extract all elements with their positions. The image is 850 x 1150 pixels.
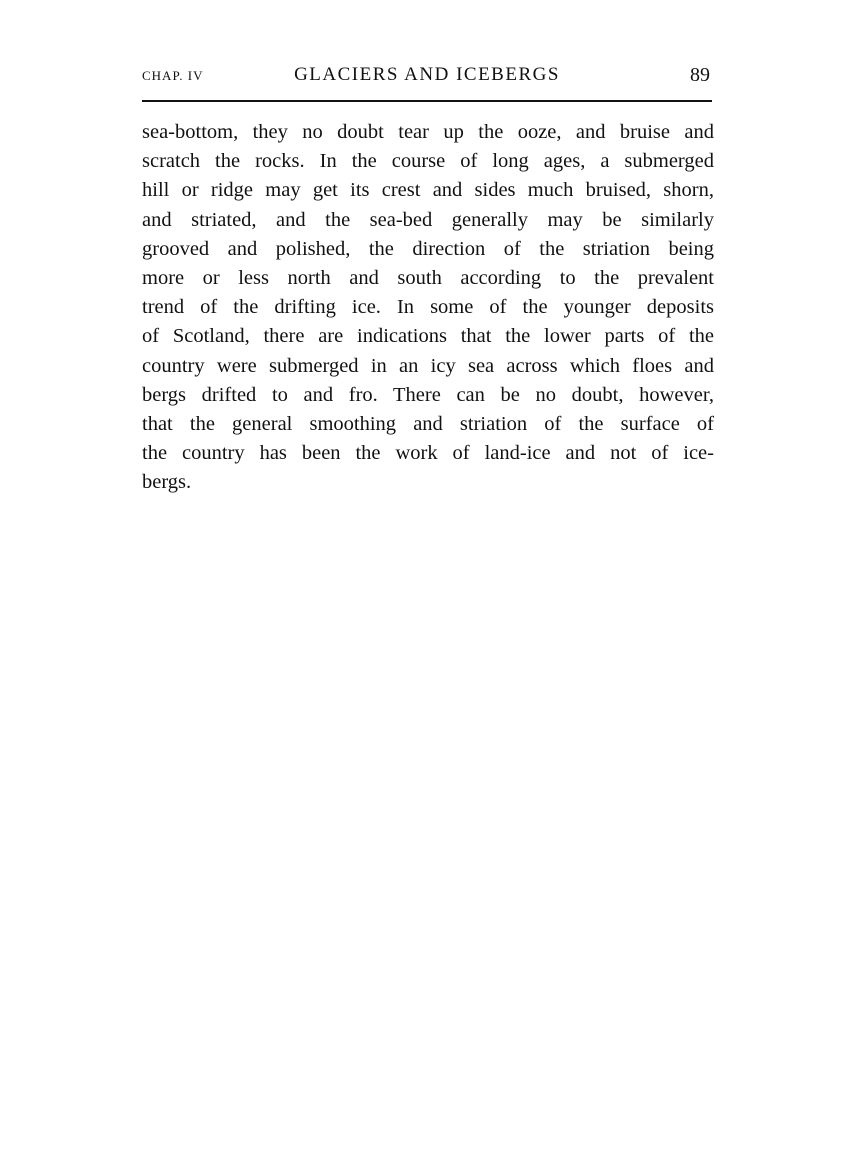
text-line: hill or ridge may get its crest and sides much bruised, shorn, (142, 179, 714, 202)
chapter-label: CHAP. IV (142, 68, 204, 83)
text-line: more or less north and south according to the prevalent (142, 266, 714, 289)
text-line: the country has been the work of land-ice and not of ice- (142, 442, 714, 465)
text-line: trend of the drifting ice. In some of the younger deposits (142, 296, 714, 319)
text-line: that the general smoothing and striation of the surface of (142, 412, 714, 435)
text-line: bergs drifted to and fro. There can be no doubt, however, (142, 383, 714, 406)
body-paragraph (142, 118, 714, 497)
text-line: and striated, and the sea-bed generally may be similarly (142, 208, 714, 231)
text-line: grooved and polished, the direction of the striation being (142, 237, 714, 260)
text-line: country were submerged in an icy sea across which floes and (142, 354, 714, 377)
header-rule (142, 100, 712, 102)
text-line: scratch the rocks. In the course of long ages, a submerged (142, 150, 714, 173)
text-line: bergs. (142, 471, 192, 494)
text-line: of Scotland, there are indications that the lower parts of the (142, 325, 714, 348)
running-title: GLACIERS AND ICEBERGS (294, 64, 560, 85)
text-line: sea-bottom, they no doubt tear up the ooze, and bruise and (142, 121, 714, 143)
running-head (142, 62, 712, 94)
page-number: 89 (690, 64, 710, 86)
